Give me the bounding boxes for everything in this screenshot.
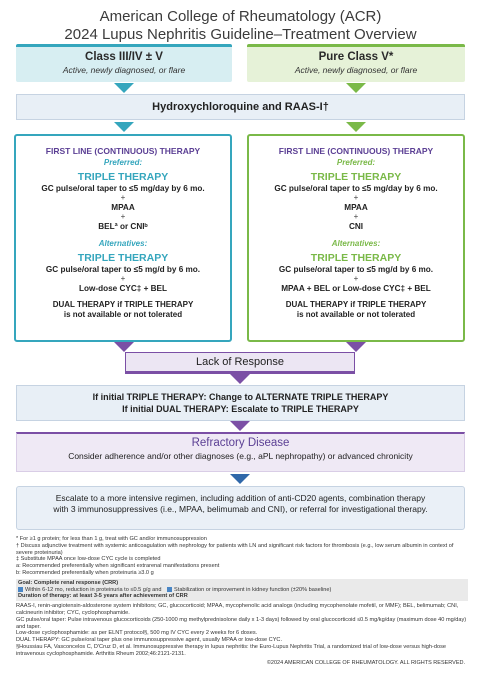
gc-taper-text: GC pulse/oral taper to ≤5 mg/day by 6 mo. [274, 184, 438, 193]
goal-criterion-1: Within 6-12 mo, reduction in proteinuria to ≤0.5 g/g and [25, 586, 162, 593]
cyc-definition: Low-dose cyclophosphamide: as per ELNT protocol§, 500 mg IV CYC every 2 weeks for 6 doses. [16, 630, 258, 637]
copyright: ©2024 AMERICAN COLLEGE OF RHEUMATOLOGY. ALL RIGHTS RESERVED. [266, 660, 465, 666]
goal-duration: Duration of therapy: at least 3-5 years after achievement of CRR [18, 593, 188, 600]
goal-box [16, 579, 468, 601]
drug-text: MPAA + BEL or Low-dose CYC‡ + BEL [281, 284, 431, 293]
arrow-down-icon [346, 83, 366, 93]
drug-text: MPAA [344, 203, 368, 212]
arrow-down-icon [230, 421, 250, 431]
if-triple-text: If initial TRIPLE THERAPY: Change to ALTERNATE TRIPLE THERAPY [92, 392, 389, 402]
hcq-raas-box: Hydroxychloroquine and RAAS-I† [16, 94, 465, 120]
response-action-box [16, 385, 465, 421]
therapy-box-right [247, 134, 465, 342]
refractory-title: Refractory Disease [191, 437, 290, 449]
plus-sign: + [120, 193, 126, 202]
triple-therapy-label: TRIPLE THERAPY [310, 171, 402, 183]
arrow-down-icon [346, 342, 366, 352]
arrow-down-icon [114, 342, 134, 352]
triple-therapy-label: TRIPLE THERAPY [310, 252, 402, 264]
footnote: * For ≥1 g protein; for less than 1 g, treat with GC and/or immunosuppression [16, 536, 207, 542]
footnotes [16, 536, 468, 658]
footnote: † Discuss adjunctive treatment with systemic anticoagulation with nephrology for patients with LN and significant risk factors for thrombosis (e.g., low serum albumin in context of severe proteinuria) [16, 542, 454, 556]
bullet-square-icon [18, 587, 23, 592]
plus-sign: + [353, 274, 359, 283]
arrow-down-icon [230, 474, 250, 484]
arrow-down-icon [114, 122, 134, 132]
dual-therapy-text [16, 300, 230, 320]
drug-text: BELª or CNIᵇ [98, 222, 148, 231]
footnote: a: Recommended preferentially when significant extrarenal manifestations present [16, 563, 220, 570]
escalate-line-1: Escalate to a more intensive regimen, including addition of anti-CD20 agents, combination therapy [55, 493, 426, 503]
refractory-subtitle: Consider adherence and/or other diagnoses (e.g., aPL nephropathy) or advanced chronicity [68, 451, 413, 461]
goal-criterion-2: Stabilization or improvement in kidney function (±20% baseline) [174, 586, 332, 593]
arrow-down-icon [346, 122, 366, 132]
drug-text: Low-dose CYC‡ + BEL [78, 284, 168, 293]
footnote: ‡ Substitute MPAA once low-dose CYC cycle is completed [16, 556, 161, 563]
title-line-1: American College of Rheumatology (ACR) [99, 8, 382, 25]
alternatives-label: Alternatives: [98, 239, 148, 248]
drug-text: CNI [348, 222, 364, 231]
arrow-down-icon [114, 83, 134, 93]
dual-line-2: is not available or not tolerated [63, 310, 183, 319]
gc-taper-text: GC pulse/oral taper to ≤5 mg/d by 6 mo. [278, 265, 434, 274]
class-left-subtitle: Active, newly diagnosed, or flare [62, 65, 186, 75]
class-right-title: Pure Class V* [318, 51, 394, 63]
goal-criteria [18, 587, 466, 594]
gc-taper-text: GC pulse/oral taper to ≤5 mg/d by 6 mo. [45, 265, 201, 274]
dual-therapy-text [249, 300, 463, 320]
plus-sign: + [353, 193, 359, 202]
first-line-label: FIRST LINE (CONTINUOUS) THERAPY [278, 146, 434, 156]
title-line-2: 2024 Lupus Nephritis Guideline–Treatment Overview [64, 26, 417, 43]
plus-sign: + [353, 212, 359, 221]
drug-text: MPAA [111, 203, 135, 212]
dual-line-2: is not available or not tolerated [296, 310, 416, 319]
arrow-down-icon [230, 374, 250, 384]
preferred-label: Preferred: [103, 158, 143, 167]
escalate-box [16, 486, 465, 530]
therapy-box-left [14, 134, 232, 342]
dual-definition: DUAL THERAPY: GC pulse/oral taper plus one immunosuppressive agent, usually MPAA or low-dose CYC. [16, 637, 283, 644]
refractory-disease-box [16, 432, 465, 472]
goal-title: Goal: Complete renal response (CRR) [18, 579, 119, 586]
dual-line-1: DUAL THERAPY if TRIPLE THERAPY [285, 300, 427, 309]
triple-therapy-label: TRIPLE THERAPY [77, 252, 169, 264]
preferred-label: Preferred: [336, 158, 376, 167]
class-v-box [247, 44, 465, 82]
escalate-line-2: with 3 immunosuppressives (i.e., MPAA, belimumab and CNI), or referral for investigational therapy. [53, 504, 428, 514]
reference: §Houssiau FA, Vasconcelos C, D'Cruz D, et al. Immunosuppressive therapy in lupus nephritis: the Euro-Lupus Nephritis Trial, a randomized trial of low-dose versus high-dose intravenous cyclophosphamide. Arthritis Rheum 2002;46:2121-2131. [16, 643, 447, 657]
if-dual-text: If initial DUAL THERAPY: Escalate to TRIPLE THERAPY [122, 404, 359, 414]
triple-therapy-label: TRIPLE THERAPY [77, 171, 169, 183]
footnote: b: Recommended preferentially when proteinuria ≥3.0 g [16, 569, 154, 576]
gc-taper-text: GC pulse/oral taper to ≤5 mg/day by 6 mo. [41, 184, 205, 193]
gc-definition: GC pulse/oral taper: Pulse intravenous glucocorticoids (250-1000 mg methylprednisolone daily x 1-3 days) followed by oral glucocorticoid ≤0.5 mg/kg/day (maximum dose 40 mg/day) and taper. [16, 616, 467, 630]
plus-sign: + [120, 274, 126, 283]
abbreviations: RAAS-I, renin-angiotensin-aldosterone system inhibitors; GC, glucocorticoid; MPAA, mycophenolic acid analogs (including mycophenolate mofetil, or MMF); BEL, belimumab; CNI, calcineurin inhibitor; CYC, cyclophosphamide. [16, 603, 459, 616]
first-line-label: FIRST LINE (CONTINUOUS) THERAPY [45, 146, 201, 156]
alternatives-label: Alternatives: [331, 239, 381, 248]
dual-line-1: DUAL THERAPY if TRIPLE THERAPY [52, 300, 194, 309]
lack-of-response-box: Lack of Response [125, 352, 355, 374]
class-iii-iv-box [16, 44, 232, 82]
plus-sign: + [120, 212, 126, 221]
bullet-square-icon [167, 587, 172, 592]
page-title [0, 8, 481, 44]
class-left-title: Class III/IV ± V [85, 51, 163, 63]
class-right-subtitle: Active, newly diagnosed, or flare [294, 65, 418, 75]
